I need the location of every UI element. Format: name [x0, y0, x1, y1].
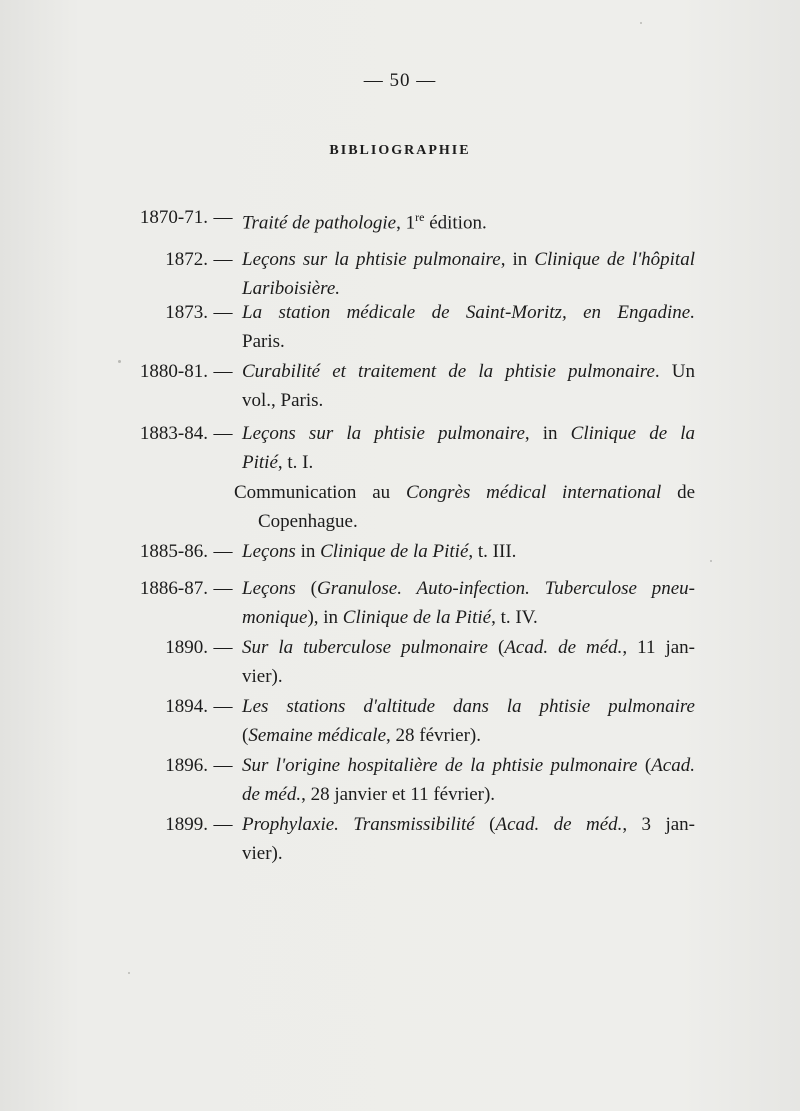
entry-line [242, 780, 695, 809]
entry-line [242, 839, 695, 868]
entry-year: 1896. [165, 755, 208, 776]
entry-year: 1870-71. [139, 207, 208, 228]
entry-dash: — [213, 814, 233, 835]
entry-line [242, 386, 695, 415]
text-segment: Paris. [242, 331, 285, 352]
entry-text [242, 574, 695, 632]
text-segment: , 11 jan- [622, 637, 695, 658]
entry-dash: — [213, 249, 233, 270]
entry-line [234, 478, 695, 507]
italic-title-segment: Leçons sur la phtisie pulmonaire [242, 249, 501, 270]
text-segment: , t. IV. [491, 607, 538, 628]
text-segment: , t. III. [468, 541, 517, 562]
text-segment: in [295, 541, 321, 562]
entry-text [242, 357, 695, 415]
entry-line [242, 448, 695, 477]
text-segment: re [415, 210, 425, 224]
italic-title-segment: Leçons [242, 578, 296, 599]
paper-speck [118, 360, 121, 363]
entry-year: 1886-87. [139, 578, 208, 599]
text-segment: Communication au [234, 482, 406, 503]
entry-text [242, 203, 695, 237]
entry-line [242, 751, 695, 780]
text-segment: , t. I. [277, 452, 314, 473]
entry-dash: — [213, 207, 233, 228]
entry-year: 1883-84. [139, 423, 208, 444]
italic-title-segment: Curabilité et traitement de la phtisie pulmonaire [242, 361, 655, 382]
entry-dash: — [213, 423, 233, 444]
italic-title-segment: Semaine médicale [248, 725, 387, 746]
entry-text [242, 810, 695, 868]
entry-line [242, 298, 695, 327]
italic-title-segment: Congrès médical international [405, 482, 662, 503]
entry-dash: — [213, 755, 233, 776]
italic-title-segment: La station médicale de Saint-Moritz, en Engadine. [242, 302, 695, 323]
italic-title-segment: Granulose. Auto-infection. Tuberculose pneu- [317, 578, 696, 599]
entry-text [242, 537, 695, 566]
entry-year: 1894. [165, 696, 208, 717]
entry-text [242, 245, 695, 303]
italic-title-segment: Les stations d'altitude dans la phtisie pulmonaire [242, 696, 695, 717]
entry-year: 1890. [165, 637, 208, 658]
italic-title-segment: Prophylaxie. Transmissibilité [242, 814, 475, 835]
entry-year: 1873. [165, 302, 208, 323]
entry-text [242, 298, 695, 356]
entry-text [242, 751, 695, 809]
text-segment: . Un [654, 361, 695, 382]
entry-line [242, 633, 695, 662]
entry-year: 1880-81. [139, 361, 208, 382]
text-segment: ( [295, 578, 317, 599]
entry-line [242, 810, 695, 839]
text-segment: , 28 janvier et 11 février). [301, 784, 496, 805]
entry-dash: — [213, 361, 233, 382]
entry-line [242, 327, 695, 356]
paper-speck [128, 972, 130, 974]
italic-title-segment: Clinique de l'hôpital [534, 249, 695, 270]
text-segment: , in [500, 249, 535, 270]
text-segment: vol., Paris. [242, 390, 324, 411]
italic-title-segment: Acad. de méd. [504, 637, 623, 658]
italic-title-segment: Traité de pathologie [242, 212, 397, 234]
text-segment: Copenhague. [258, 511, 358, 532]
entry-year: 1872. [165, 249, 208, 270]
entry-dash: — [213, 541, 233, 562]
italic-title-segment: monique [242, 607, 308, 628]
text-segment: édition. [424, 212, 487, 234]
entry-year: 1899. [165, 814, 208, 835]
italic-title-segment: Sur la tuberculose pulmonaire [242, 637, 488, 658]
entry-year: 1885-86. [139, 541, 208, 562]
entry-line [242, 419, 695, 448]
text-segment: ), in [307, 607, 343, 628]
text-segment: , 3 jan- [622, 814, 695, 835]
entry-text [242, 419, 695, 477]
page-number: — 50 — [363, 70, 437, 91]
italic-title-segment: Clinique de la [570, 423, 696, 444]
italic-title-segment: Leçons sur la phtisie pulmonaire [242, 423, 525, 444]
text-segment: ( [487, 637, 505, 658]
text-segment: , 1 [396, 212, 416, 234]
paper-speck [640, 22, 642, 24]
text-segment: de [661, 482, 695, 503]
entry-line [242, 245, 695, 274]
italic-title-segment: Leçons [242, 541, 296, 562]
section-heading: BIBLIOGRAPHIE [329, 143, 471, 158]
entry-line [242, 357, 695, 386]
italic-title-segment: Acad. de méd. [495, 814, 623, 835]
italic-title-segment: Lariboisière. [242, 278, 340, 299]
italic-title-segment: Pitié [242, 452, 278, 473]
italic-title-segment: Sur l'origine hospitalière de la phtisie pulmonaire [242, 755, 638, 776]
entry-line [242, 537, 695, 566]
entry-text [242, 692, 695, 750]
entry-line [242, 603, 695, 632]
entry-dash: — [213, 578, 233, 599]
italic-title-segment: Clinique de la Pitié [320, 541, 469, 562]
text-segment: ( [637, 755, 652, 776]
entry-text [234, 478, 695, 536]
text-segment: vier). [242, 666, 283, 687]
entry-dash: — [213, 637, 233, 658]
entry-dash: — [213, 302, 233, 323]
italic-title-segment: Clinique de la Pitié [342, 607, 492, 628]
entry-line [242, 574, 695, 603]
entry-dash: — [213, 696, 233, 717]
text-segment: ( [474, 814, 496, 835]
entry-line [242, 662, 695, 691]
text-segment: , in [524, 423, 571, 444]
entry-line [242, 692, 695, 721]
entry-line [234, 507, 695, 536]
italic-title-segment: de méd. [242, 784, 302, 805]
entry-line [242, 203, 695, 237]
text-segment: ( [242, 725, 249, 746]
entry-line [242, 721, 695, 750]
italic-title-segment: Acad. [651, 755, 695, 776]
text-segment: , 28 février). [386, 725, 481, 746]
paper-speck [710, 560, 712, 562]
entry-text [242, 633, 695, 691]
text-segment: vier). [242, 843, 283, 864]
